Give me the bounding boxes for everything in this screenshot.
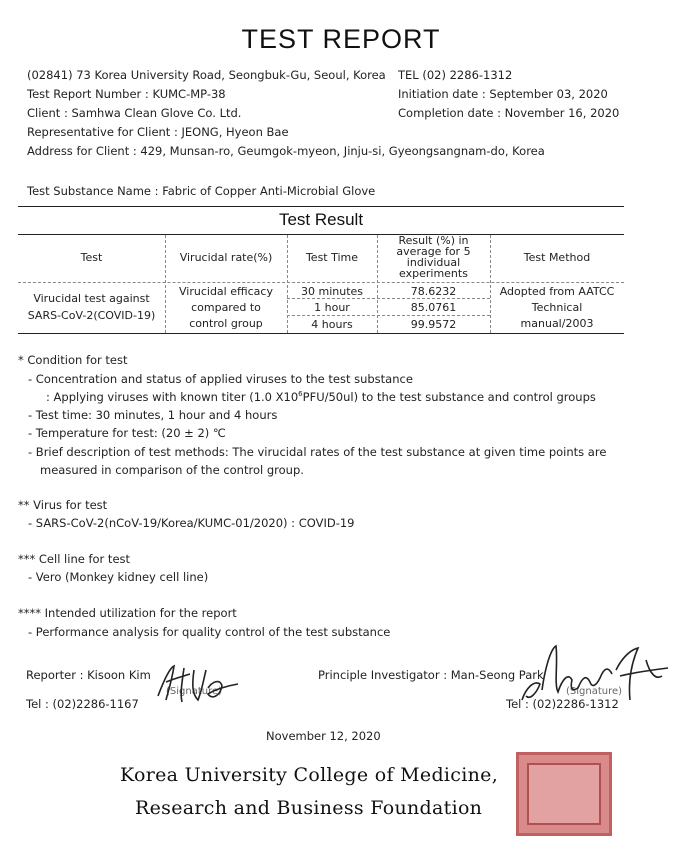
completion-date: Completion date : November 16, 2020	[398, 106, 620, 120]
cell-rate-line: compared to	[191, 301, 261, 314]
virus-line: - SARS-CoV-2(nCoV-19/Korea/KUMC-01/2020) : COVID-19	[28, 516, 355, 530]
institution-name-line-1: Korea University College of Medicine,	[120, 764, 499, 786]
report-number: Test Report Number : KUMC-MP-38	[27, 87, 226, 101]
condition-superscript: 6	[298, 390, 303, 399]
virus-heading: ** Virus for test	[18, 498, 108, 512]
cell-method	[490, 284, 624, 332]
header-result	[377, 235, 490, 279]
investigator-signature	[512, 640, 677, 712]
cell-time: 1 hour	[314, 301, 350, 314]
reporter-signature-caption: (Signature)	[166, 686, 223, 697]
cell-method-line: manual/2003	[520, 317, 594, 330]
report-title: TEST REPORT	[241, 24, 441, 54]
condition-text: : Applying viruses with known titer (1.0 X10	[46, 390, 299, 404]
table-header-rule	[18, 234, 624, 235]
header-test: Test	[80, 251, 103, 264]
header-result-line: individual	[406, 256, 461, 269]
tel-line: TEL (02) 2286-1312	[398, 68, 513, 82]
condition-line	[46, 390, 596, 404]
condition-text: PFU/50ul) to the test substance and control groups	[302, 390, 596, 404]
test-result-title: Test Result	[278, 210, 364, 229]
condition-line: measured in comparison of the control group.	[40, 463, 304, 477]
cell-method-line: Adopted from AATCC	[499, 285, 615, 298]
cell-time: 30 minutes	[300, 285, 364, 298]
client-name: Client : Samhwa Clean Glove Co. Ltd.	[27, 106, 242, 120]
official-seal-stamp	[516, 752, 612, 836]
address-line: (02841) 73 Korea University Road, Seongbuk-Gu, Seoul, Korea	[27, 68, 386, 82]
header-result-line: average for 5	[396, 245, 471, 258]
cell-method-line: Technical	[531, 301, 583, 314]
utilization-line: - Performance analysis for quality control of the test substance	[28, 625, 391, 639]
cell-rate-line: Virucidal efficacy	[179, 285, 273, 298]
condition-line: - Test time: 30 minutes, 1 hour and 4 hours	[28, 408, 278, 422]
cell-result: 99.9572	[410, 318, 457, 331]
cell-test	[18, 290, 165, 324]
cell-line-item: - Vero (Monkey kidney cell line)	[28, 570, 209, 584]
condition-heading: * Condition for test	[18, 353, 128, 367]
condition-line: - Brief description of test methods: The virucidal rates of the test substance at given time points are	[28, 445, 607, 459]
investigator-name: Principle Investigator : Man-Seong Park	[318, 668, 544, 682]
cell-rate	[165, 284, 287, 332]
seal-inner-border	[527, 763, 601, 825]
test-substance: Test Substance Name : Fabric of Copper Anti-Microbial Glove	[27, 184, 376, 198]
header-result-line: Result (%) in	[398, 234, 469, 247]
reporter-tel: Tel : (02)2286-1167	[26, 697, 139, 711]
institution-name-line-2: Research and Business Foundation	[135, 797, 483, 819]
initiation-date: Initiation date : September 03, 2020	[398, 87, 608, 101]
header-test-time: Test Time	[305, 251, 359, 264]
utilization-heading: **** Intended utilization for the report	[18, 606, 237, 620]
cell-test-line: SARS-CoV-2(COVID-19)	[27, 309, 156, 322]
header-virucidal-rate: Virucidal rate(%)	[179, 251, 273, 264]
table-bottom-rule	[18, 333, 624, 334]
cell-result: 78.6232	[410, 285, 457, 298]
cell-test-line: Virucidal test against	[33, 292, 150, 305]
report-date: November 12, 2020	[266, 729, 381, 743]
header-result-line: experiments	[399, 267, 468, 280]
investigator-signature-caption: (Signature)	[566, 686, 623, 697]
investigator-tel: Tel : (02)2286-1312	[506, 697, 619, 711]
reporter-name: Reporter : Kisoon Kim	[26, 668, 151, 682]
cell-line-heading: *** Cell line for test	[18, 552, 131, 566]
reporter-signature	[150, 660, 245, 708]
header-test-method: Test Method	[523, 251, 591, 264]
cell-rate-line: control group	[189, 317, 263, 330]
client-representative: Representative for Client : JEONG, Hyeon Bae	[27, 125, 289, 139]
cell-result: 85.0761	[410, 301, 457, 314]
row-divider	[18, 282, 624, 283]
row-divider	[287, 315, 490, 316]
cell-time: 4 hours	[311, 318, 353, 331]
client-address: Address for Client : 429, Munsan-ro, Geumgok-myeon, Jinju-si, Gyeongsangnam-do, Korea	[27, 144, 545, 158]
condition-line: - Temperature for test: (20 ± 2) ℃	[28, 426, 226, 440]
condition-line: - Concentration and status of applied viruses to the test substance	[28, 372, 413, 386]
table-top-rule	[18, 206, 624, 207]
